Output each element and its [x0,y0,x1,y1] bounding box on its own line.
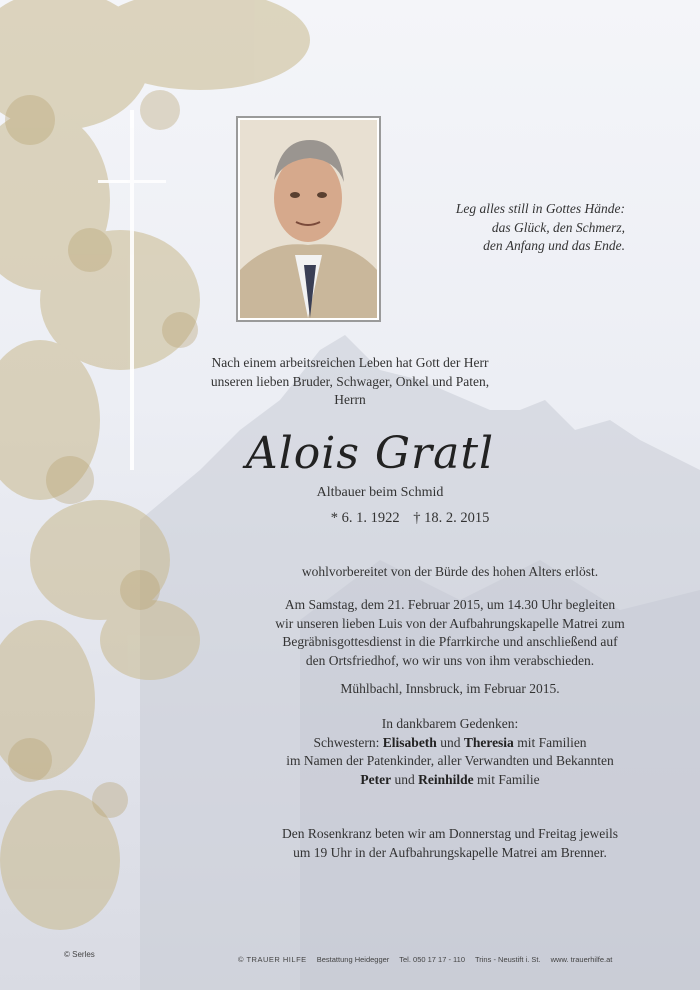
funeral-line: Begräbnisgottesdienst in die Pfarrkirche und anschließend auf [282,634,618,649]
brand-logo: © TRAUER HILFE [238,955,307,964]
mourners-heading: In dankbarem Gedenken: [381,716,519,731]
family-suffix: mit Familie [476,771,540,787]
intro-line: Herrn [334,392,366,407]
intro-line: unseren lieben Bruder, Schwager, Onkel und Paten, [210,373,490,389]
quote-line: das Glück, den Schmerz, [491,219,625,235]
mourner-name: Theresia [463,734,514,750]
mourner-name: Reinhilde [418,771,474,787]
family-suffix: mit Familien [517,734,587,750]
funeral-line: Am Samstag, dem 21. Februar 2015, um 14.30 Uhr begleiten [284,597,616,612]
funeral-details [225,596,675,670]
life-dates [260,508,560,528]
intro-text [200,354,500,410]
portrait-photo [236,116,381,322]
company-phone: Tel. 050 17 17 - 110 [399,955,466,964]
intro-line: Nach einem arbeitsreichen Leben hat Gott der Herr [211,355,489,370]
mourner-name: Elisabeth [382,734,437,750]
verse-quote [395,200,625,256]
company-address: Trins - Neustift i. St. [474,955,541,964]
quote-line: den Anfang und das Ende. [483,238,625,253]
siblings-label: Schwestern: [313,734,380,750]
mourner-name: Peter [360,771,392,787]
rosary-line: Den Rosenkranz beten wir am Donnerstag und Freitag jeweils [282,826,618,841]
mourners-block [225,715,675,789]
mourners-line-siblings [225,734,675,753]
conjunction: und [394,771,415,787]
birth-date: * 6. 1. 1922 [330,510,400,526]
death-date: † 18. 2. 2015 [413,510,490,526]
image-credit: © Serles [64,950,95,959]
release-text: wohlvorbereitet von der Bürde des hohen Alters erlöst. [301,564,599,579]
company-name: Bestattung Heidegger [316,955,390,964]
deceased-title: Altbauer beim Schmid [316,485,444,500]
quote-line: Leg alles still in Gottes Hände: [455,201,625,216]
rosary-notice [225,825,675,862]
mourners-line-relatives: im Namen der Patenkinder, aller Verwandten und Bekannten [286,753,614,768]
footer-bar [238,955,620,964]
rosary-line: um 19 Uhr in der Aufbahrungskapelle Matrei am Brenner. [293,844,607,860]
company-website[interactable]: www. trauerhilfe.at [550,955,613,964]
funeral-line: wir unseren lieben Luis von der Aufbahrungskapelle Matrei zum [275,615,625,631]
portrait-image [240,120,377,318]
place-date: Mühlbachl, Innsbruck, im Februar 2015. [340,681,560,696]
funeral-line: den Ortsfriedhof, wo wir uns von ihm verabschieden. [305,652,595,668]
conjunction: und [440,734,461,750]
deceased-name: Alois Gratl [245,428,495,479]
mourners-line-others [225,771,675,790]
